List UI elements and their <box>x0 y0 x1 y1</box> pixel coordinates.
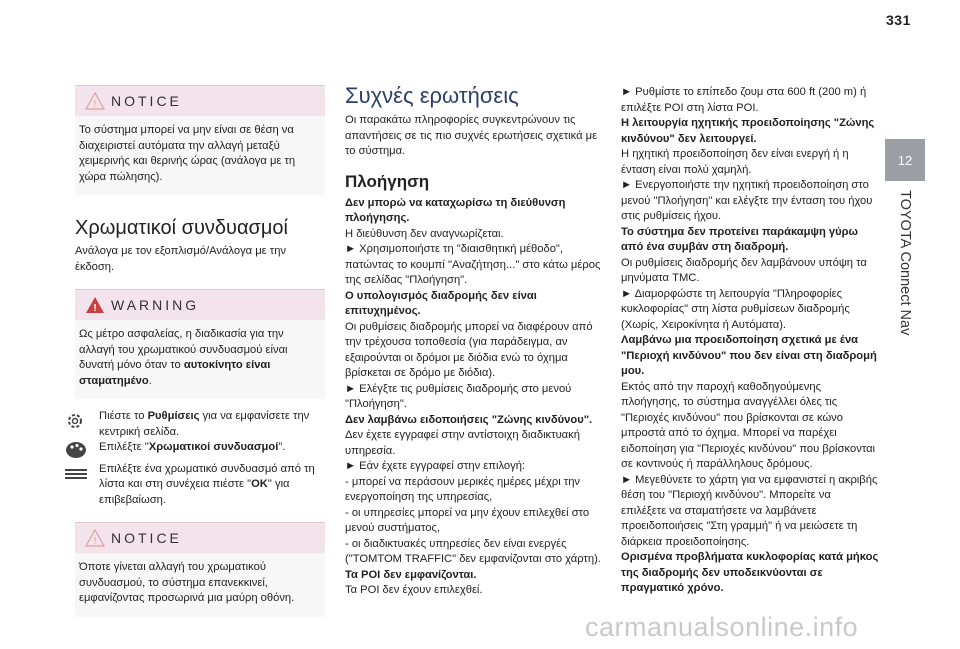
faq-answer: Οι ρυθμίσεις διαδρομής μπορεί να διαφέρουν από την τρέχουσα τοποθεσία (για παράδειγμα, αν εξαιρούνται οι δρόμοι με διόδια ενώ το όχημα βρίσκεται σε δρόμο με διόδια). <box>345 320 593 379</box>
step2-a: Επιλέξτε " <box>99 441 149 453</box>
faq-answer: - οι υπηρεσίες μπορεί να μην έχουν επιλεχθεί στο μενού συστήματος, <box>345 506 590 534</box>
svg-text:!: ! <box>93 99 97 110</box>
warning-text-b: αυτοκίνητο είναι σταματημένο <box>79 359 271 387</box>
faq-answer: ► Ρυθμίστε το επίπεδο ζουμ στα 600 ft (200 m) ή επιλέξτε POI στη λίστα POI. <box>621 86 867 114</box>
faq-answer: ► Μεγεθύνετε το χάρτη για να εμφανιστεί η ακριβής θέση του "Περιοχή κινδύνου". Μπορείτε να επιλέξετε να σταματήσετε να λαμβάνετε προειδοποιήσεις "Στη γραμμή" ή να μειώσετε τη διάρκεια προειδοποίησης. <box>621 473 878 548</box>
step3-b: OK <box>251 478 268 490</box>
warning-body <box>75 320 325 399</box>
chapter-number-tab: 12 <box>885 139 925 181</box>
color-schemes-intro: Ανάλογα με τον εξοπλισμό/Ανάλογα με την έκδοση. <box>75 245 287 273</box>
step1-b: Ρυθμίσεις <box>147 410 200 422</box>
chapter-title <box>880 190 930 420</box>
q3: Λαμβάνω μια προειδοποίηση σχετικά με ένα "Περιοχή κινδύνου" που δεν είναι στη διαδρομή μου. <box>621 334 877 377</box>
step2-b: Χρωματικοί συνδυασμοί <box>148 441 279 453</box>
faq-answer: ► Ελέγξτε τις ρυθμίσεις διαδρομής στο μενού "Πλοήγηση". <box>345 382 572 410</box>
faq-question <box>621 116 879 147</box>
faq-question <box>345 413 603 429</box>
list-icon <box>65 468 87 480</box>
notice-header-2 <box>75 523 325 553</box>
faq-answer: Η ηχητική προειδοποίηση δεν είναι ενεργή ή η ένταση είναι πολύ χαμηλή. <box>621 148 849 176</box>
notice-body-2 <box>75 553 325 617</box>
step-settings <box>75 409 325 440</box>
step-color-schemes <box>75 440 325 456</box>
faq-answer: Οι ρυθμίσεις διαδρομής δεν λαμβάνουν υπόψη τα μηνύματα TMC. <box>621 256 867 284</box>
notice-triangle-icon <box>85 529 105 547</box>
step3-c: " για επιβεβαίωση. <box>99 478 290 506</box>
faq-answer: Η διεύθυνση δεν αναγνωρίζεται. <box>345 227 504 240</box>
q1: Η λειτουργία ηχητικής προειδοποίησης "Ζώνης κινδύνου" δεν λειτουργεί. <box>621 117 875 145</box>
subheading-navigation: Πλοήγηση <box>345 171 430 191</box>
q1: Δεν μπορώ να καταχωρίσω τη διεύθυνση πλοήγησης. <box>345 196 566 224</box>
q2: Το σύστημα δεν προτείνει παράκαμψη γύρω από ένα συμβάν στη διαδρομή. <box>621 225 859 253</box>
column-left <box>75 85 325 617</box>
notice-text: Το σύστημα μπορεί να μην είναι σε θέση να διαχειριστεί αυτόματα την αλλαγή μεταξύ χειμερινής και θερινής ώρας (ανάλογα με τη χώρα πώλησης). <box>79 124 296 183</box>
faq-answer: Δεν έχετε εγγραφεί στην αντίστοιχη διαδικτυακή υπηρεσία. <box>345 429 580 457</box>
warning-text-c: . <box>148 374 152 387</box>
section-heading-color-schemes: Χρωματικοί συνδυασμοί <box>75 217 288 239</box>
svg-text:!: ! <box>93 303 97 314</box>
notice-box <box>75 85 325 195</box>
svg-text:!: ! <box>93 536 97 547</box>
faq-answer: ► Εάν έχετε εγγραφεί στην επιλογή: <box>345 460 526 472</box>
faq-question <box>345 196 603 227</box>
faq-question <box>621 333 879 380</box>
q4: Ορισμένα προβλήματα κυκλοφορίας κατά μήκος της διαδρομής δεν υποδεικνύονται σε πραγματικό χρόνο. <box>621 551 879 594</box>
faq-question <box>345 289 603 320</box>
column-middle <box>345 85 603 599</box>
warning-box <box>75 289 325 399</box>
notice-header <box>75 86 325 116</box>
notice-box-2 <box>75 522 325 617</box>
warning-text-a: Ως μέτρο ασφαλείας, η διαδικασία για την αλλαγή του χρωματικού συνδυασμού είναι δυνατή μόνο όταν το <box>79 328 288 371</box>
q3: Δεν λαμβάνω ειδοποιήσεις "Ζώνης κινδύνου". <box>345 413 593 426</box>
q4: Τα POI δεν εμφανίζονται. <box>345 568 477 581</box>
step3-a: Επιλέξτε ένα χρωματικό συνδυασμό από τη λίστα και στη συνέχεια πιέστε " <box>99 462 315 490</box>
q2: Ο υπολογισμός διαδρομής δεν είναι επιτυχημένος. <box>345 289 537 317</box>
faq-answer: - μπορεί να περάσουν μερικές ημέρες μέχρι την ενεργοποίηση της υπηρεσίας, <box>345 475 581 503</box>
notice-text-2: Όποτε γίνεται αλλαγή του χρωματικού συνδυασμού, το σύστημα επανεκκινεί, εμφανίζοντας προσωρινά μια μαύρη οθόνη. <box>79 561 295 604</box>
page-number: 331 <box>886 12 911 28</box>
faq-answer: Τα POI δεν έχουν επιλεχθεί. <box>345 584 483 596</box>
palette-icon <box>65 440 87 460</box>
faq-intro: Οι παρακάτω πληροφορίες συγκεντρώνουν τις απαντήσεις σε τις πιο συχνές ερωτήσεις σχετικά με το σύστημα. <box>345 114 598 157</box>
step1-a: Πιέστε το <box>99 410 148 422</box>
section-heading-faq: Συχνές ερωτήσεις <box>345 83 519 108</box>
notice-triangle-icon <box>85 92 105 110</box>
faq-answer: ► Ενεργοποιήστε την ηχητική προειδοποίηση στο μενού "Πλοήγηση" και ελέγξτε την ένταση του ήχου στις ρυθμίσεις ήχου. <box>621 179 873 222</box>
settings-gear-icon <box>65 411 85 431</box>
notice-body <box>75 116 325 195</box>
watermark: carmanualsonline.info <box>585 612 859 642</box>
step-settings-text <box>75 409 325 440</box>
warning-title: WARNING <box>111 297 200 313</box>
step-select-ok <box>75 462 325 509</box>
chapter-title-text: TOYOTA Connect Nav <box>897 190 913 336</box>
faq-answer: Εκτός από την παροχή καθοδηγούμενης πλοήγησης, το σύστημα αναγγέλλει όλες τις "Περιοχές κινδύνου" που βρίσκονται σε κώνο μπροστά από το όχημα. Μπορεί να παρέχει ειδοποίηση για "Περιοχές κινδύνου" που βρίσκονται σε κοντινούς ή παράλληλους δρόμους. <box>621 380 876 470</box>
faq-answer: ► Χρησιμοποιήστε τη "διαισθητική μέθοδο", πατώντας το κουμπί "Αναζήτηση..." στο κάτω μέρος της σελίδας "Πλοήγηση". <box>345 243 601 286</box>
faq-question <box>621 550 879 597</box>
faq-answer: - οι διαδικτυακές υπηρεσίες δεν είναι ενεργές ("TOMTOM TRAFFIC" δεν εμφανίζονται στο χάρτη). <box>345 537 601 565</box>
column-right <box>621 85 879 597</box>
faq-question <box>345 568 603 584</box>
warning-triangle-icon <box>85 296 105 314</box>
step-color-schemes-text <box>75 440 325 456</box>
step2-c: ". <box>278 441 286 453</box>
faq-question <box>621 225 879 256</box>
step-select-ok-text <box>75 462 325 509</box>
step1-c: για να εμφανίσετε την κεντρική σελίδα. <box>99 410 310 438</box>
notice-title-2: NOTICE <box>111 530 182 546</box>
faq-answer: ► Διαμορφώστε τη λειτουργία "Πληροφορίες κυκλοφορίας" στη λίστα ρυθμίσεων διαδρομής (Χωρίς, Χειροκίνητα ή Αυτόματα). <box>621 287 850 331</box>
warning-header <box>75 290 325 320</box>
notice-title: NOTICE <box>111 93 182 109</box>
warning-text <box>79 327 319 389</box>
